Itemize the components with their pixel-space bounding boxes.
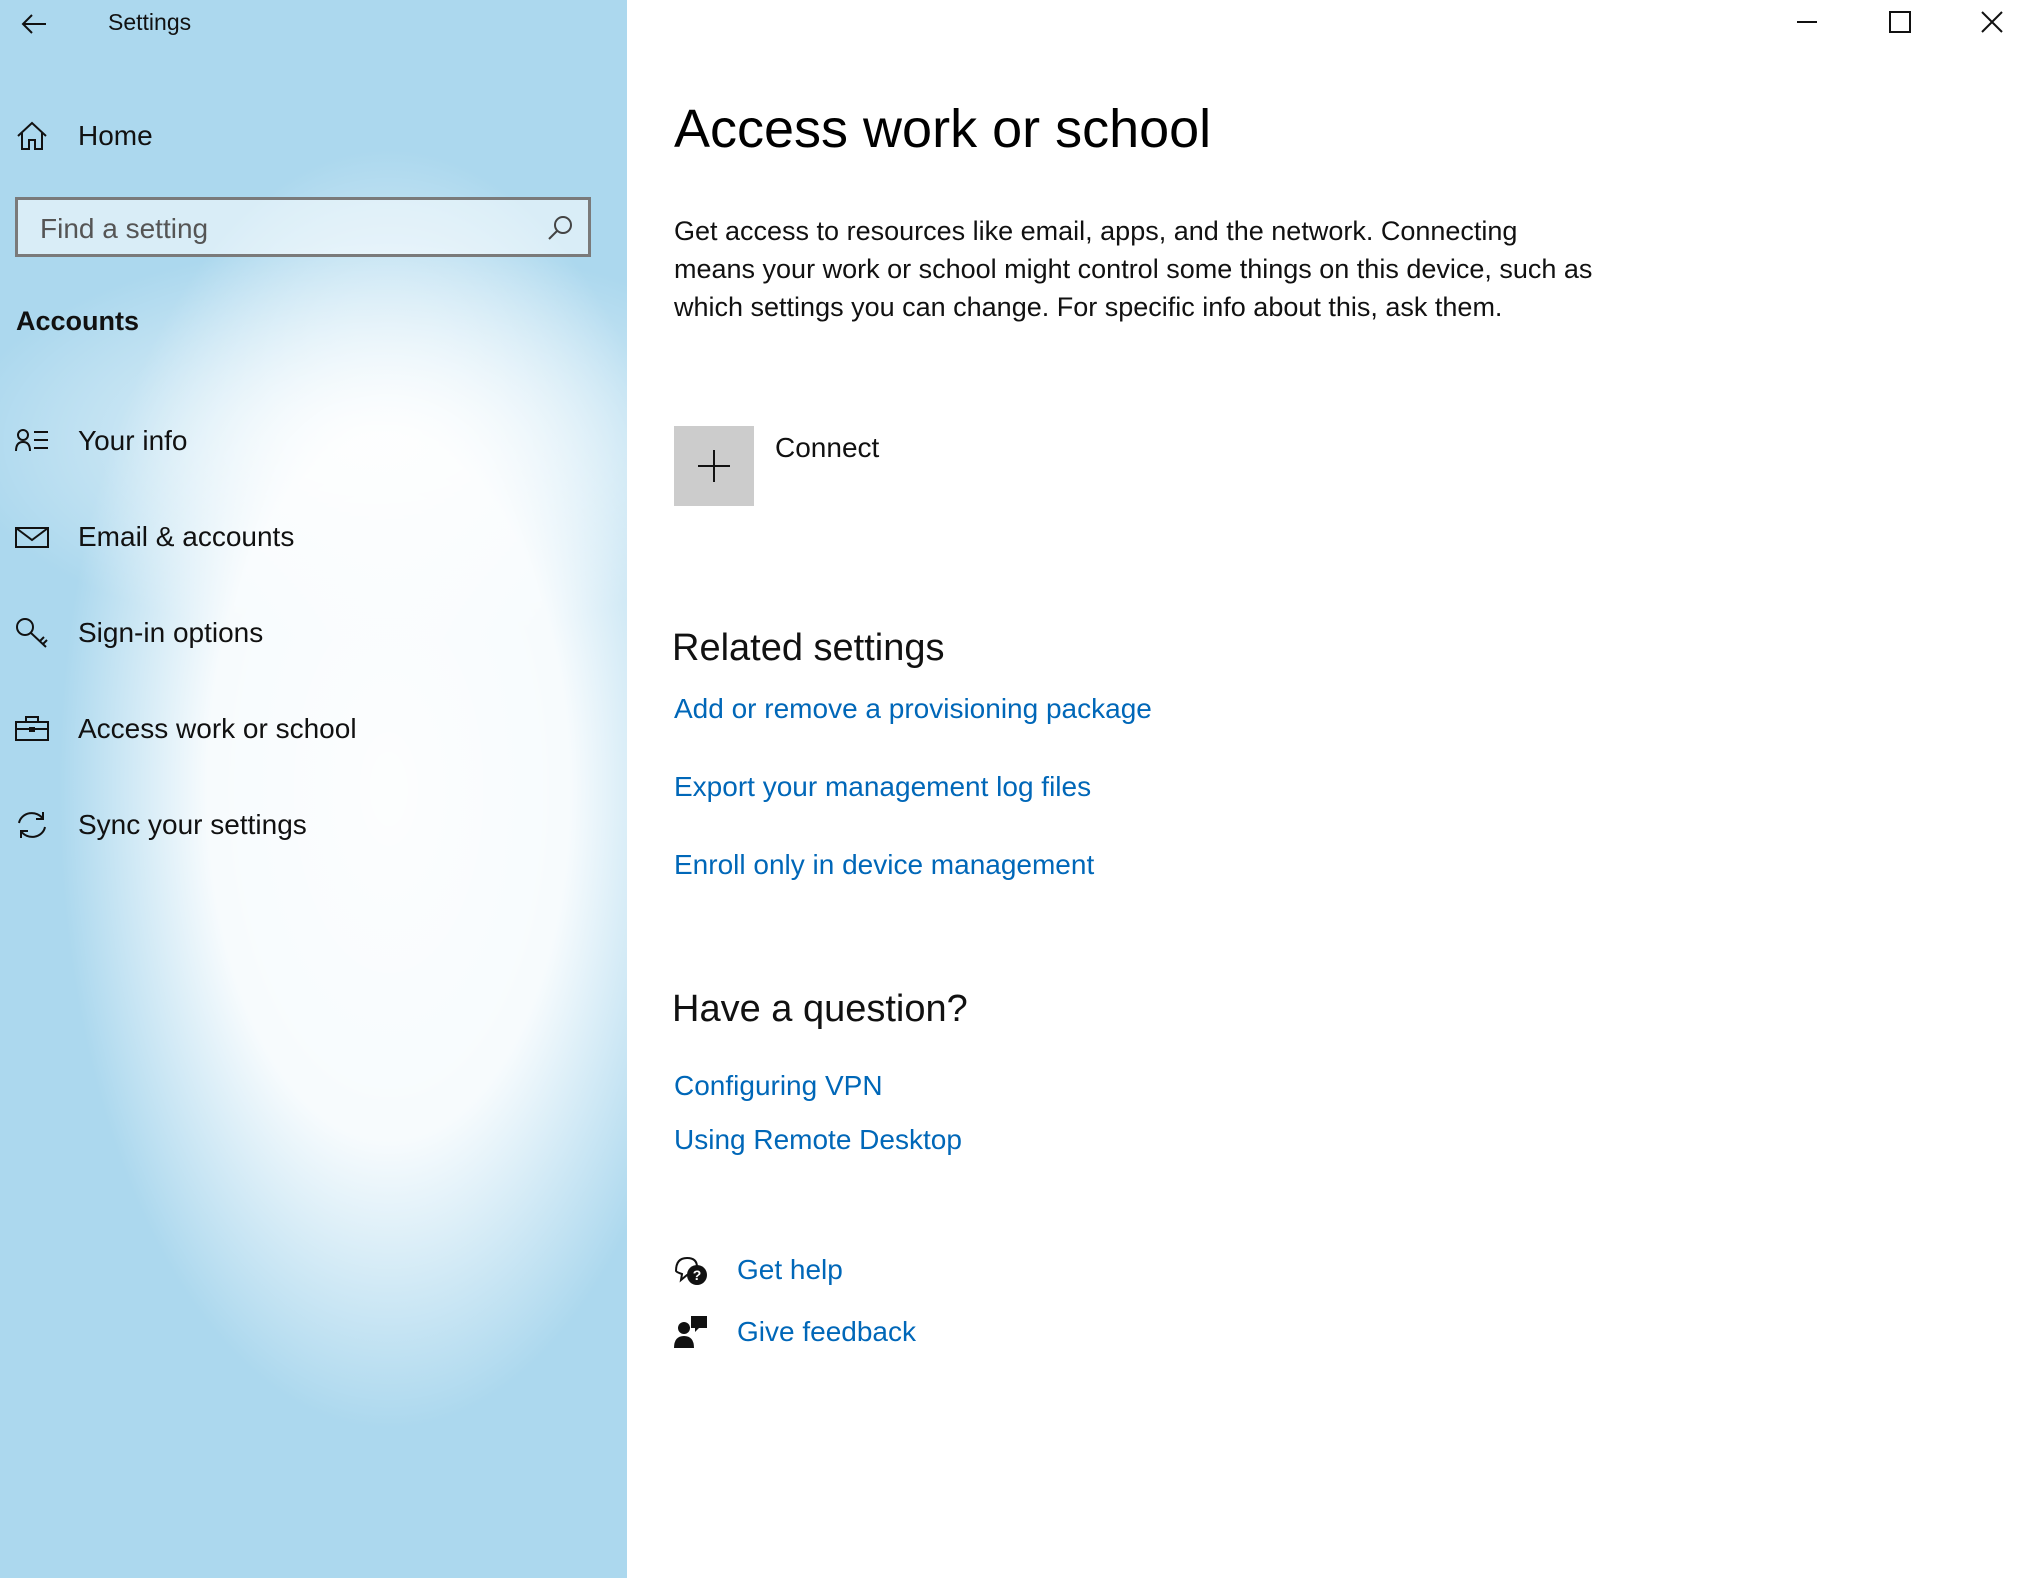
have-a-question-heading: Have a question? — [672, 988, 968, 1030]
link-provisioning-package[interactable]: Add or remove a provisioning package — [674, 693, 1152, 724]
connect-button[interactable] — [674, 426, 754, 506]
link-get-help[interactable]: Get help — [737, 1254, 843, 1285]
section-heading: Accounts — [16, 306, 140, 336]
back-arrow-icon — [18, 8, 50, 40]
home-icon — [14, 120, 50, 152]
key-icon — [14, 617, 50, 649]
sidebar-item-label: Sign-in options — [78, 617, 264, 648]
sidebar-item-label: Email & accounts — [78, 521, 295, 552]
sidebar-item-label: Your info — [78, 425, 188, 456]
maximize-icon — [1888, 10, 1912, 34]
close-button[interactable] — [1947, 0, 2031, 44]
search-input[interactable] — [38, 208, 542, 250]
link-give-feedback[interactable]: Give feedback — [737, 1316, 916, 1347]
person-list-icon — [14, 425, 50, 457]
page-description: Get access to resources like email, apps, and the network. Connecting means your work or school might control some things on this device, such as which settings you can change. For specific info about this, ask them. — [674, 216, 1593, 322]
sidebar-item-email-accounts[interactable] — [0, 507, 627, 567]
minimize-button[interactable] — [1762, 0, 1852, 44]
page-title: Access work or school — [674, 99, 1212, 159]
get-help-icon — [673, 1253, 709, 1289]
nav-home-label: Home — [78, 120, 153, 151]
plus-icon — [674, 426, 754, 506]
back-button[interactable] — [14, 6, 54, 40]
sidebar-item-access-work-school[interactable] — [0, 699, 627, 759]
minimize-icon — [1795, 10, 1819, 34]
briefcase-icon — [14, 713, 50, 745]
link-using-remote-desktop[interactable]: Using Remote Desktop — [674, 1124, 962, 1155]
close-icon — [1980, 10, 2004, 34]
link-enroll-device-management[interactable]: Enroll only in device management — [674, 849, 1095, 880]
app-title: Settings — [108, 9, 192, 35]
sidebar-item-label: Access work or school — [78, 713, 357, 744]
nav-home[interactable] — [0, 106, 627, 166]
sync-icon — [14, 809, 50, 841]
search-icon[interactable] — [546, 214, 574, 242]
link-configuring-vpn[interactable]: Configuring VPN — [674, 1070, 883, 1101]
sidebar-item-sign-in-options[interactable] — [0, 603, 627, 663]
give-feedback-icon — [673, 1314, 709, 1350]
svg-text:?: ? — [692, 1267, 702, 1283]
sidebar — [0, 0, 627, 1578]
connect-label[interactable]: Connect — [775, 432, 880, 463]
mail-icon — [14, 521, 50, 553]
maximize-button[interactable] — [1855, 0, 1945, 44]
link-export-management-logs[interactable]: Export your management log files — [674, 771, 1092, 802]
sidebar-item-your-info[interactable] — [0, 411, 627, 471]
search-box[interactable] — [15, 197, 591, 257]
sidebar-item-label: Sync your settings — [78, 809, 307, 840]
related-settings-heading: Related settings — [672, 627, 945, 669]
sidebar-item-sync-settings[interactable] — [0, 795, 627, 855]
